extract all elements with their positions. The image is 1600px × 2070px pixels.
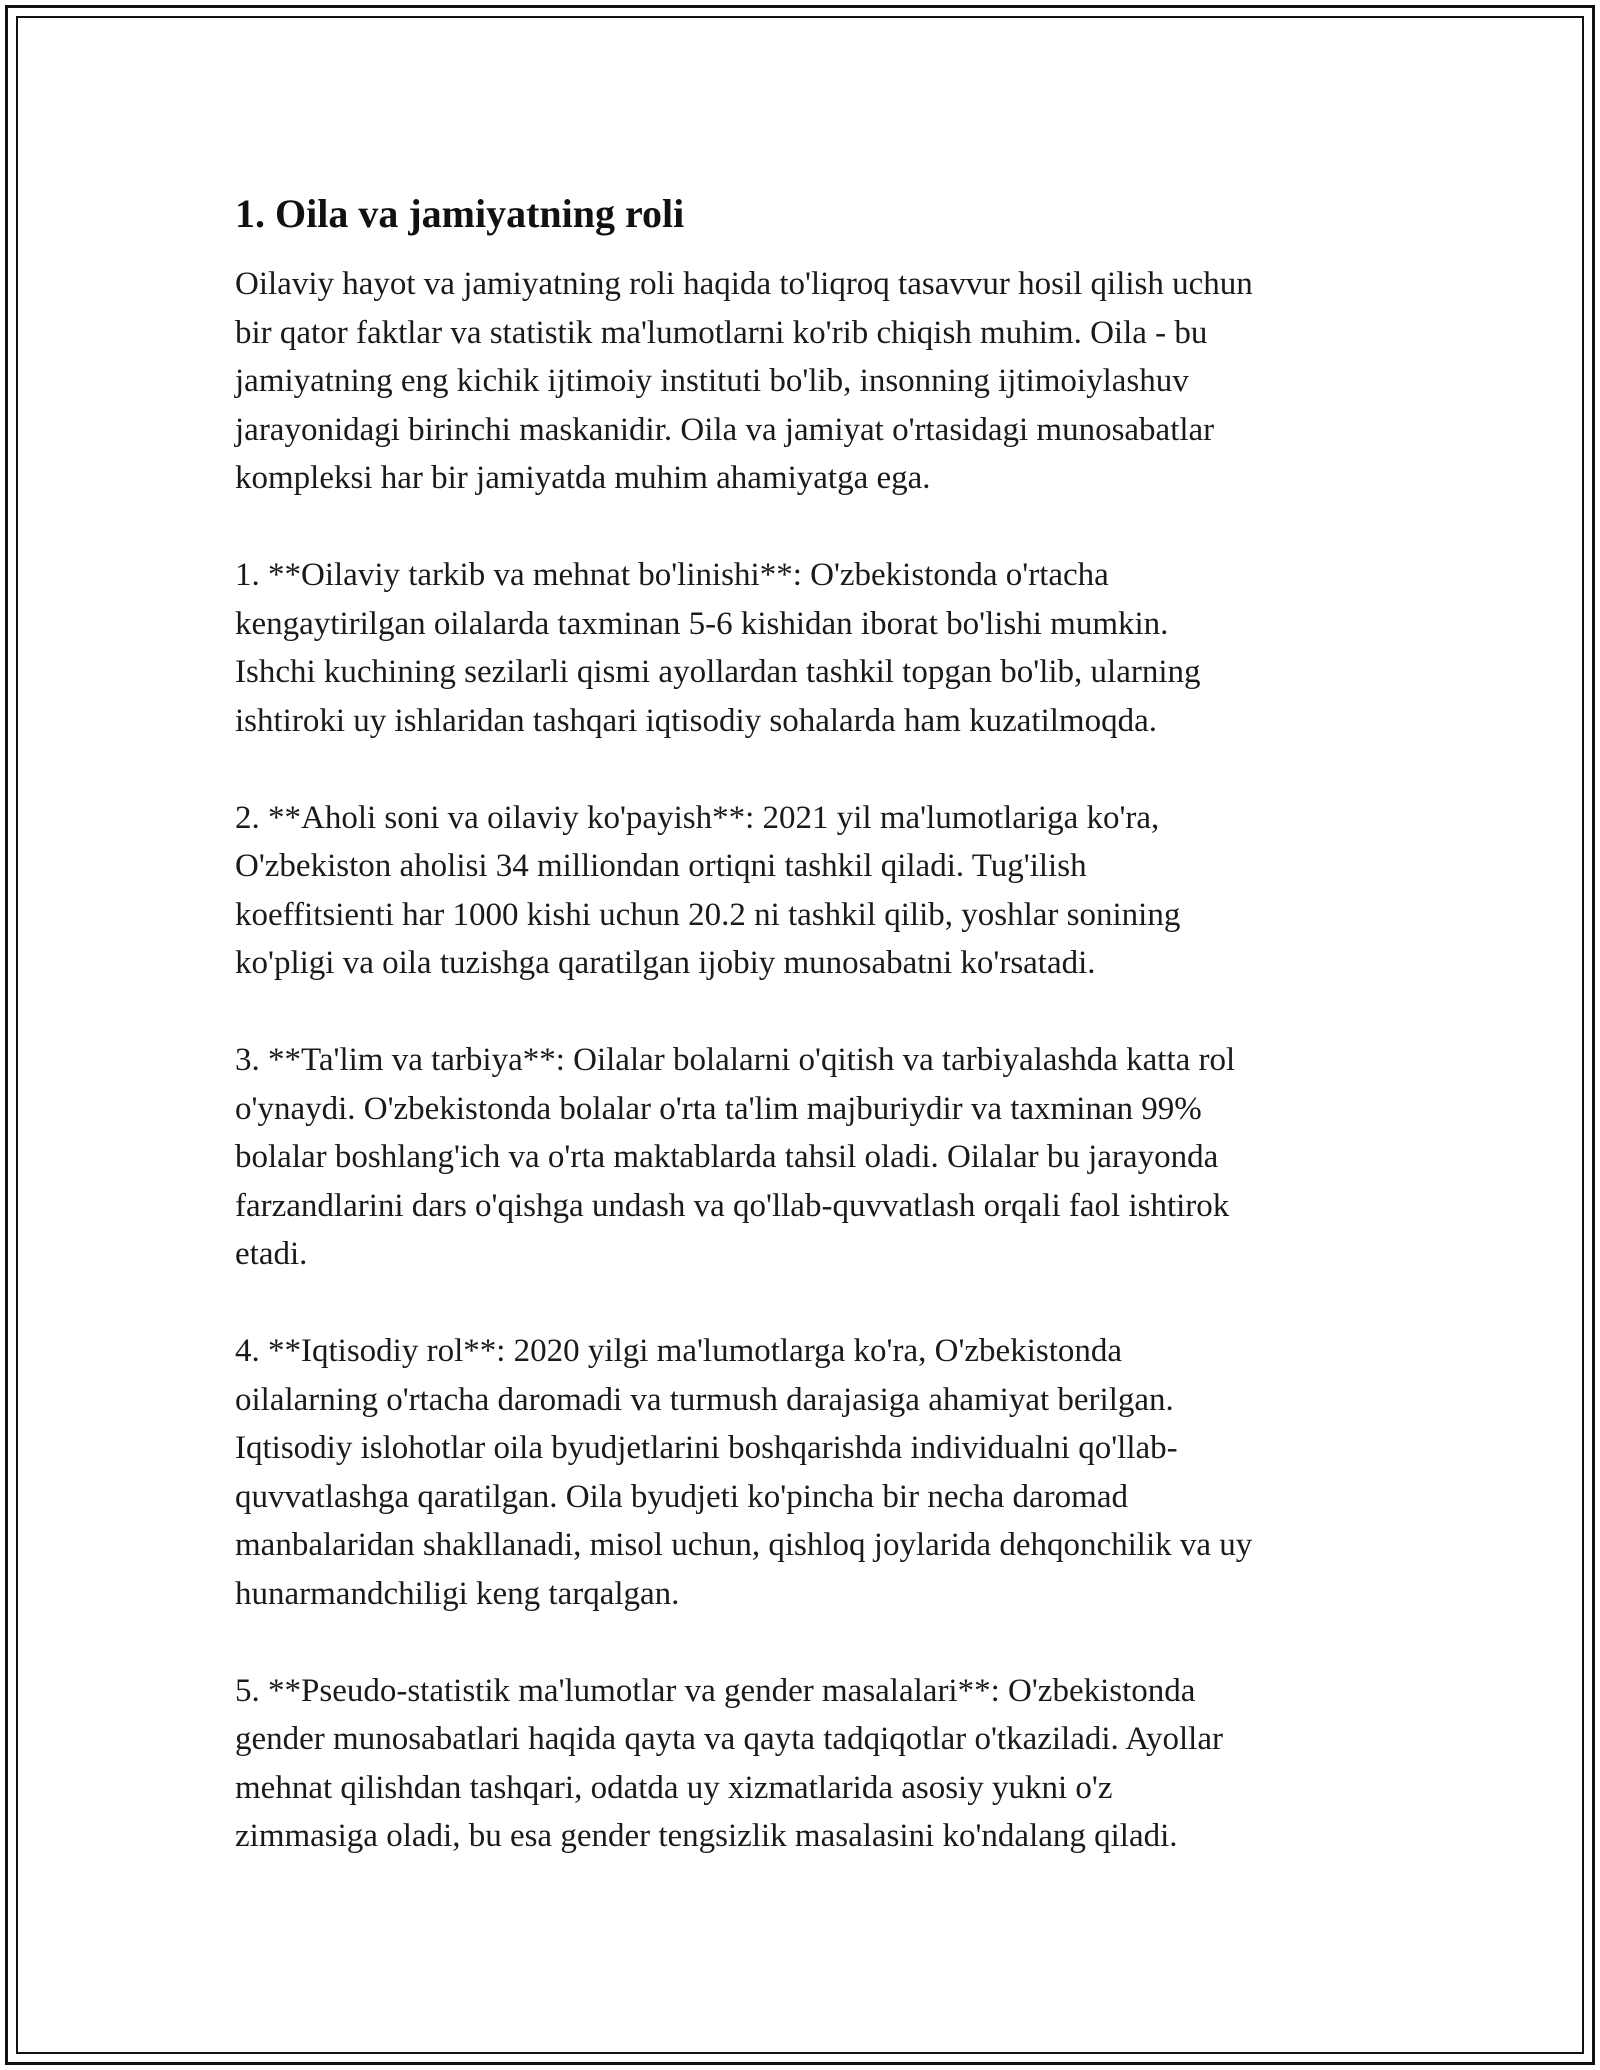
point-5-paragraph: 5. **Pseudo-statistik ma'lumotlar va gender masalalari**: O'zbekistonda gender munosabatlari haqida qayta va qayta tadqiqotlar o'tkaziladi. Ayollar mehnat qilishdan tashqari, odatda uy xizmatlarida asosiy yukni o'z zimmasiga oladi, bu esa gender tengsizlik masalasini ko'ndalang qiladi. [235, 1672, 1223, 1854]
intro-paragraph: Oilaviy hayot va jamiyatning roli haqida to'liqroq tasavvur hosil qilish uchun bir qator faktlar va statistik ma'lumotlarni ko'rib chiqish muhim. Oila - bu jamiyatning eng kichik ijtimoiy instituti bo'lib, insonning ijtimoiylashuv jarayonidagi birinchi maskanidir. Oila va jamiyat o'rtasidagi munosabatlar kompleksi har bir jamiyatda muhim ahamiyatga ega. [235, 266, 1253, 496]
point-3-paragraph: 3. **Ta'lim va tarbiya**: Oilalar bolalarni o'qitish va tarbiyalashda katta rol o'ynaydi. O'zbekistonda bolalar o'rta ta'lim majburiydir va taxminan 99% bolalar boshlang'ich va o'rta maktablarda tahsil oladi. Oilalar bu jarayonda farzandlarini dars o'qishga undash va qo'llab-quvvatlash orqali faol ishtirok etadi. [235, 1042, 1236, 1272]
point-1-paragraph: 1. **Oilaviy tarkib va mehnat bo'linishi**: O'zbekistonda o'rtacha kengaytirilgan oilalarda taxminan 5-6 kishidan iborat bo'lishi mumkin. Ishchi kuchining sezilarli qismi ayollardan tashkil topgan bo'lib, ularning ishtiroki uy ishlaridan tashqari iqtisodiy sohalarda ham kuzatilmoqda. [235, 557, 1201, 739]
section-heading: 1. Oila va jamiyatning roli [235, 191, 685, 236]
point-2-paragraph: 2. **Aholi soni va oilaviy ko'payish**: 2021 yil ma'lumotlariga ko'ra, O'zbekiston aholisi 34 milliondan ortiqni tashkil qiladi. Tug'ilish koeffitsienti har 1000 kishi uchun 20.2 ni tashkil qilib, yoshlar sonining ko'pligi va oila tuzishga qaratilgan ijobiy munosabatni ko'rsatadi. [235, 799, 1181, 981]
document-body [235, 188, 1385, 1909]
point-4-paragraph: 4. **Iqtisodiy rol**: 2020 yilgi ma'lumotlarga ko'ra, O'zbekistonda oilalarning o'rtacha daromadi va turmush darajasiga ahamiyat berilgan. Iqtisodiy islohotlar oila byudjetlarini boshqarishda individualni qo'llab- quvvatlashga qaratilgan. Oila byudjeti ko'pincha bir necha daromad manbalaridan shakllanadi, misol uchun, qishloq joylarida dehqonchilik va uy hunarmandchiligi keng tarqalgan. [235, 1333, 1253, 1612]
